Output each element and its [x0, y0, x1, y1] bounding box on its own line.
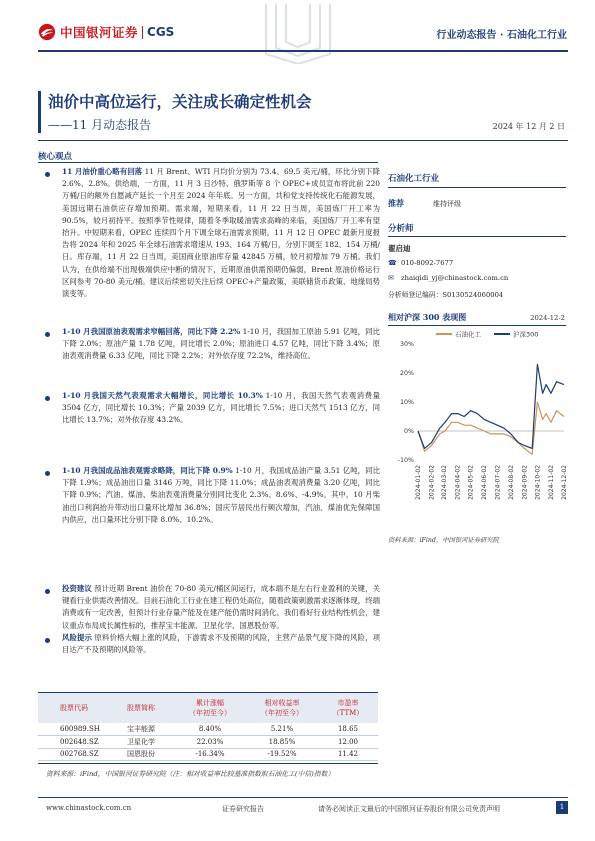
table-cell: 8.40% — [174, 723, 246, 736]
x-tick-label: 2024-03-02 — [441, 465, 449, 500]
y-tick-label: -10% — [397, 457, 414, 465]
report-subtitle: ——11 月动态报告 — [48, 118, 152, 132]
chart-date: 2024-12-2 — [530, 314, 565, 322]
x-tick-label: 2024-08-02 — [507, 465, 515, 500]
x-tick-label: 2024-01-02 — [415, 465, 422, 500]
x-tick-label: 2024-06-02 — [481, 465, 489, 500]
y-tick-label: 30% — [400, 341, 414, 349]
core-paragraph-oil-price: 11 月油价重心略有回落 11 月 Brent、WTI 月均价分别为 73.4、69.5 美元/桶，环比分别下降 2.6%、2.8%。供给端，一方面，11 月 3 日沙特、俄罗斯等 8 个 OPEC+成员宣布将此前 220 万桶/日的额外自愿减产延长一个月至 2024 年年底。另一方面，共和党支持传统化石能源发展，美国远期石油供应存增加预期。需求端，短期来看，11 月 22 日当周，美国炼厂开工率为 90.5%，较月初持平。按照季节性规律，随着冬季取暖油需求高峰的来临，美国炼厂开工率有望抬升。中短期来看，OPEC 连续四个月下调全球石油需求预期，11 月 12 日 OPEC 最新月度报告将 2024 年和 2025 年全球石油需求增速从 193、164 万桶/日，分别下调至 182、154 万桶/日。库存端，11 月 22 日当周，美国商业原油库存量 42845 万桶，较月初增加 79 万桶。我们认为，在供给端不出现极端供应中断的情况下，近期原油供需预期仍偏弱，Brent 原油价格运行区间参考 70-80 美元/桶。建议后续密切关注后续 OPEC+产量政策、美联储货币政策、地缘局势演变等。 — [62, 167, 381, 299]
x-tick-label: 2024-12-02 — [561, 465, 568, 500]
y-tick-label: 10% — [400, 399, 414, 407]
footer-report-type: 证券研究报告 — [222, 805, 264, 813]
core-paragraph-refined-oil: 1-10 月我国成品油表观需求略降，同比下降 0.9% 1-10 月，我国成品油产量 3.51 亿吨，同比下降 1.9%；成品油出口量 3146 万吨，同比下降 11.0%；成品油表观消费量 3.20 亿吨，同比下降 0.9%；汽油、煤油、柴油表观消费量分别同比变化 2.3%、8.6%、-4.9%。其中，10 月柴油出口利润抬升带动出口量环比增加 36.8%；国庆节居民出行频次增加，汽油、煤油优先保障国内供应，出口量环比分别下降 8.0%、10.2%。 — [62, 466, 380, 524]
logo-text-cn: 中国银河证券 — [60, 25, 139, 40]
chart-source-note: 资料来源：iFind，中国银河证券研究院 — [388, 537, 499, 544]
x-tick-label: 2024-02-02 — [428, 465, 436, 500]
legend-label-1: 沪深300 — [513, 330, 539, 339]
title-divider — [38, 140, 568, 141]
table-cell: 5.21% — [246, 723, 318, 736]
x-tick-label: 2024-05-02 — [467, 465, 475, 500]
x-tick-label: 2024-11-02 — [547, 465, 555, 500]
email-icon: ✉ — [388, 274, 394, 282]
table-cell: 卫星化学 — [108, 736, 174, 749]
x-tick-label: 2024-04-02 — [454, 465, 462, 500]
table-header-return: 累计涨幅 （年初至今） — [189, 699, 231, 717]
table-cell: 11.42 — [318, 748, 378, 761]
legend-label-0: 石油化工 — [455, 330, 481, 339]
core-paragraph-crude-demand: 1-10 月我国原油表观需求窄幅回落，同比下降 2.2% 1-10 月，我国加工原油 5.91 亿吨，同比下降 2.0%；原油产量 1.78 亿吨，同比增长 2.0%；原油进口 4.57 亿吨，同比下降 3.4%；原油表观消费量 6.33 亿吨，同比下降 2.2%；对外依存度 72.2%，维持高位。 — [62, 327, 380, 361]
page-header — [0, 0, 595, 64]
table-cell: 002768.SZ — [38, 748, 108, 761]
table-bottom-border — [38, 763, 378, 764]
bullet-icon — [45, 396, 50, 401]
report-type-label: 行业动态报告 · 石油化工行业 — [436, 30, 567, 41]
table-header-code: 股票代码 — [60, 704, 88, 712]
bullet-icon — [45, 638, 50, 643]
chart-title: 相对沪深 300 表现图 — [388, 312, 467, 322]
core-views-divider — [38, 162, 378, 163]
logo-separator — [142, 26, 143, 39]
y-tick-label: 20% — [400, 370, 414, 378]
table-row — [38, 736, 378, 749]
core-paragraph-gas-demand: 1-10 月我国天然气表观需求大幅增长，同比增长 10.3% 1-10 月，我国天然气表观消费量 3504 亿方，同比增长 10.3%；产量 2039 亿方，同比增长 7.5%；进口天然气 1513 亿方，同比增长 13.7%；对外依存度 43.2%。 — [62, 391, 380, 425]
table-cell: 002648.SZ — [38, 736, 108, 749]
footer-disclaimer: 请务必阅读正文最后的中国银河证券股份有限公司免责声明 — [318, 805, 500, 813]
table-cell: 宝丰能源 — [108, 723, 174, 736]
series-line-1 — [418, 364, 564, 448]
table-cell: 12.00 — [318, 736, 378, 749]
x-tick-label: 2024-07-02 — [494, 465, 502, 500]
analyst-name: 翟启迪 — [388, 244, 411, 253]
analyst-phone: ☎ 010-8092-7677 — [388, 259, 454, 267]
table-cell: -16.34% — [174, 748, 246, 761]
page-number: 1 — [556, 801, 568, 814]
report-title: 油价中高位运行，关注成长确定性机会 — [48, 92, 312, 111]
table-cell: 18.85% — [246, 736, 318, 749]
logo-mark-icon — [38, 23, 56, 41]
cgs-watermark-logo — [262, 4, 334, 64]
footer-divider — [38, 797, 568, 798]
analyst-email: ✉ zhaiqidi_yj@chinastock.com.cn — [388, 274, 509, 282]
bullet-icon — [45, 172, 50, 177]
table-header-name: 股票简称 — [127, 704, 155, 712]
table-header-pe: 市盈率 （TTM） — [332, 699, 364, 717]
sidebar-analyst-heading: 分析师 — [388, 224, 414, 234]
footer-website: www.chinastock.com.cn — [46, 804, 132, 812]
rating-value: 维持评级 — [433, 200, 461, 208]
relative-performance-chart — [388, 326, 568, 530]
y-tick-label: 0% — [404, 428, 414, 436]
core-views-heading: 核心观点 — [38, 152, 73, 162]
x-tick-label: 2024-09-02 — [521, 465, 529, 500]
table-cell: -19.52% — [246, 748, 318, 761]
table-header-relative-return: 相对收益率 （年初至今） — [261, 699, 303, 717]
analyst-cert: 分析师登记编码：S0130524060004 — [388, 291, 504, 299]
rating-label: 推荐 — [388, 198, 404, 208]
bullet-icon — [45, 471, 50, 476]
core-paragraph-risk: 风险提示 原料价格大幅上涨的风险，下游需求不及预期的风险，主营产品景气度下降的风险，项目达产不及预期的风险等。 — [62, 633, 380, 655]
x-tick-label: 2024-10-02 — [534, 465, 542, 500]
bullet-icon — [45, 332, 50, 337]
table-header-row — [38, 693, 378, 723]
table-cell: 22.03% — [174, 736, 246, 749]
core-paragraph-investment: 投资建议 预计近期 Brent 油价在 70-80 美元/桶区间运行，成本端不是左右行业盈利的关键，关键看行业供需改善情况。目前石油化工行业在建工程仍处高位，随着政策刺激需求逐渐体现，终端消费或有一定改善，但预计行业存量产能及在建产能仍需时间消化。我们看好行业结构性机会，建议重点布局成长属性标的，推荐宝丰能源、卫星化学、国恩股份等。 — [62, 584, 380, 630]
sidebar-industry-heading: 石油化工行业 — [388, 174, 440, 184]
bullet-icon — [45, 589, 50, 594]
table-cell: 国恩股份 — [108, 748, 174, 761]
table-row — [38, 723, 378, 736]
report-date: 2024 年 12 月 2 日 — [492, 122, 565, 131]
company-logo — [38, 23, 174, 41]
phone-icon: ☎ — [388, 259, 397, 267]
recommended-stocks-table — [38, 693, 378, 761]
table-cell: 600989.SH — [38, 723, 108, 736]
header-divider — [38, 50, 568, 52]
sidebar-divider — [388, 187, 566, 188]
logo-text-en: CGS — [147, 25, 175, 39]
title-accent-bar — [38, 91, 41, 133]
sidebar-divider — [388, 236, 566, 237]
table-cell: 18.65 — [318, 723, 378, 736]
table-source-note: 资料来源：iFind，中国银河证券研究院（注：相对收益率比较基准指数取石油化工(中信)指数） — [46, 770, 335, 778]
table-row — [38, 748, 378, 761]
